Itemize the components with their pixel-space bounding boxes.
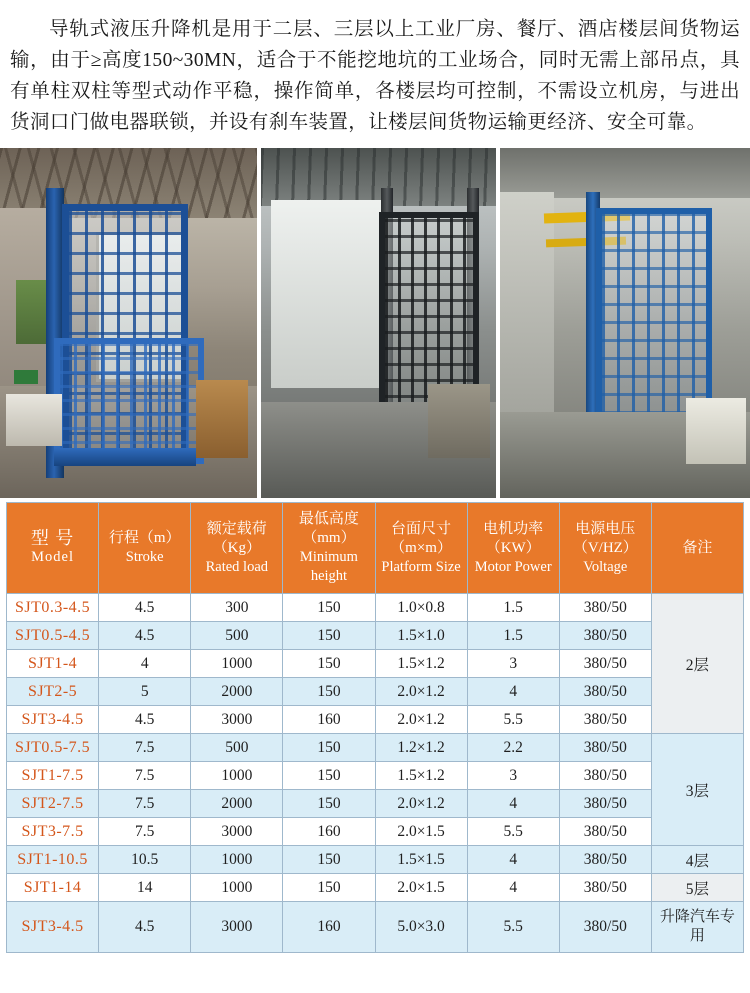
cell-min-height: 160 (283, 902, 375, 953)
col-header-voltage-en: Voltage (583, 558, 628, 575)
table-row (7, 622, 744, 650)
cargo-boxes (196, 380, 248, 458)
col-header-model-en: Model (31, 549, 74, 565)
cell-min-height: 150 (283, 762, 375, 790)
product-photo-2 (261, 148, 496, 498)
cell-model: SJT3-7.5 (7, 818, 99, 846)
cell-min-height: 150 (283, 874, 375, 902)
cell-min-height: 150 (283, 846, 375, 874)
table-row (7, 846, 744, 874)
col-header-min-height (283, 503, 375, 594)
cell-size: 1.5×1.2 (375, 650, 467, 678)
cell-model: SJT3-4.5 (7, 706, 99, 734)
col-header-stroke-en: Stroke (125, 549, 164, 565)
spec-table-body (7, 594, 744, 953)
cell-remark: 2层 (651, 594, 743, 734)
cell-load: 1000 (191, 874, 283, 902)
cell-model: SJT0.3-4.5 (7, 594, 99, 622)
cell-size: 5.0×3.0 (375, 902, 467, 953)
table-row (7, 594, 744, 622)
cell-voltage: 380/50 (559, 594, 651, 622)
cell-model: SJT1-10.5 (7, 846, 99, 874)
cell-load: 2000 (191, 790, 283, 818)
cell-stroke: 7.5 (99, 790, 191, 818)
cell-model: SJT2-7.5 (7, 790, 99, 818)
cell-load: 500 (191, 734, 283, 762)
cell-size: 2.0×1.2 (375, 706, 467, 734)
spec-table (6, 502, 744, 953)
col-header-rated-load-en: Rated load (205, 558, 269, 575)
col-header-motor-power-en: Motor Power (474, 558, 552, 575)
cell-model: SJT0.5-7.5 (7, 734, 99, 762)
cell-stroke: 4.5 (99, 622, 191, 650)
cell-power: 4 (467, 846, 559, 874)
shed-opening (271, 200, 391, 388)
cell-size: 1.5×1.5 (375, 846, 467, 874)
cargo-bag (686, 398, 746, 464)
cell-min-height: 150 (283, 678, 375, 706)
cell-power: 1.5 (467, 594, 559, 622)
cell-voltage: 380/50 (559, 790, 651, 818)
lift-platform (54, 448, 196, 466)
table-row (7, 902, 744, 953)
cargo-pallet (428, 384, 490, 458)
cell-load: 300 (191, 594, 283, 622)
control-panel (6, 394, 62, 446)
table-row (7, 706, 744, 734)
cell-load: 2000 (191, 678, 283, 706)
cell-power: 1.5 (467, 622, 559, 650)
cell-power: 5.5 (467, 818, 559, 846)
cell-model: SJT2-5 (7, 678, 99, 706)
col-header-min-height-en: Minimum height (299, 549, 358, 584)
cell-remark-text: 升降汽车专用 (659, 909, 735, 944)
cell-power: 4 (467, 874, 559, 902)
col-header-motor-power-cn: 电机功率（KW） (483, 520, 544, 556)
product-photo-3 (500, 148, 750, 498)
cell-power: 4 (467, 790, 559, 818)
cell-size: 1.5×1.0 (375, 622, 467, 650)
table-row (7, 790, 744, 818)
cell-stroke: 7.5 (99, 818, 191, 846)
cell-min-height: 150 (283, 622, 375, 650)
cell-power: 4 (467, 678, 559, 706)
intro-paragraph: 导轨式液压升降机是用于二层、三层以上工业厂房、餐厅、酒店楼层间货物运输，由于≥高度150~30MN，适合于不能挖地坑的工业场合，同时无需上部吊点，具有单柱双柱等型式动作平稳，操作简单，各楼层均可控制，不需设立机房，与进出货洞口门做电器联锁，并设有刹车装置，让楼层间货物运输更经济、安全可靠。 (10, 19, 740, 133)
cell-model: SJT1-14 (7, 874, 99, 902)
cell-stroke: 4.5 (99, 706, 191, 734)
col-header-motor-power (467, 503, 559, 594)
col-header-stroke-cn: 行程（m） (108, 530, 181, 546)
col-header-remark-cn: 备注 (682, 539, 713, 556)
cell-min-height: 150 (283, 734, 375, 762)
cell-size: 2.0×1.5 (375, 874, 467, 902)
cell-stroke: 4.5 (99, 902, 191, 953)
cell-min-height: 160 (283, 706, 375, 734)
col-header-min-height-cn: 最低高度（mm） (298, 511, 359, 546)
cell-stroke: 14 (99, 874, 191, 902)
cell-load: 3000 (191, 818, 283, 846)
cell-remark: 4层 (651, 846, 743, 874)
cell-load: 500 (191, 622, 283, 650)
cell-stroke: 7.5 (99, 762, 191, 790)
col-header-voltage-cn: 电源电压（V/HZ） (572, 520, 638, 556)
product-photo-1 (0, 148, 257, 498)
cell-model: SJT1-7.5 (7, 762, 99, 790)
cell-min-height: 160 (283, 818, 375, 846)
col-header-platform-size-cn: 台面尺寸（m×m） (390, 520, 452, 556)
table-row (7, 678, 744, 706)
shed-roof (261, 148, 496, 206)
cell-power: 3 (467, 762, 559, 790)
spec-table-head (7, 503, 744, 594)
cell-min-height: 150 (283, 650, 375, 678)
col-header-model-cn: 型 号 (30, 528, 75, 548)
cell-power: 5.5 (467, 706, 559, 734)
cell-load: 1000 (191, 846, 283, 874)
cell-size: 2.0×1.2 (375, 678, 467, 706)
cell-voltage: 380/50 (559, 706, 651, 734)
cell-power: 2.2 (467, 734, 559, 762)
cell-stroke: 10.5 (99, 846, 191, 874)
cell-size: 1.0×0.8 (375, 594, 467, 622)
cell-stroke: 5 (99, 678, 191, 706)
cell-model: SJT3-4.5 (7, 902, 99, 953)
cell-voltage: 380/50 (559, 734, 651, 762)
col-header-platform-size-en: Platform Size (381, 558, 461, 575)
cell-remark (651, 902, 743, 953)
cell-remark: 3层 (651, 734, 743, 846)
cell-size: 2.0×1.5 (375, 818, 467, 846)
cell-voltage: 380/50 (559, 650, 651, 678)
col-header-model (7, 503, 99, 594)
col-header-rated-load (191, 503, 283, 594)
cell-voltage: 380/50 (559, 622, 651, 650)
cell-load: 1000 (191, 650, 283, 678)
cell-power: 3 (467, 650, 559, 678)
cell-power: 5.5 (467, 902, 559, 953)
table-row (7, 734, 744, 762)
cell-voltage: 380/50 (559, 762, 651, 790)
cell-voltage: 380/50 (559, 678, 651, 706)
cell-remark: 5层 (651, 874, 743, 902)
table-row (7, 650, 744, 678)
cell-size: 2.0×1.2 (375, 790, 467, 818)
cell-load: 3000 (191, 706, 283, 734)
col-header-rated-load-cn: 额定载荷（Kg） (206, 520, 267, 556)
cell-stroke: 7.5 (99, 734, 191, 762)
cell-size: 1.2×1.2 (375, 734, 467, 762)
cell-voltage: 380/50 (559, 846, 651, 874)
col-header-platform-size (375, 503, 467, 594)
cell-load: 3000 (191, 902, 283, 953)
table-row (7, 762, 744, 790)
cell-model: SJT0.5-4.5 (7, 622, 99, 650)
photo-strip (0, 148, 750, 498)
cell-size: 1.5×1.2 (375, 762, 467, 790)
concrete-beam (500, 148, 750, 198)
table-row (7, 818, 744, 846)
lift-cage-lower (54, 338, 204, 464)
cell-voltage: 380/50 (559, 818, 651, 846)
exit-sign (14, 370, 38, 384)
cell-model: SJT1-4 (7, 650, 99, 678)
col-header-stroke (99, 503, 191, 594)
cell-voltage: 380/50 (559, 874, 651, 902)
table-row (7, 874, 744, 902)
header-row (7, 503, 744, 594)
cell-load: 1000 (191, 762, 283, 790)
col-header-voltage (559, 503, 651, 594)
cell-stroke: 4.5 (99, 594, 191, 622)
cell-min-height: 150 (283, 594, 375, 622)
cell-voltage: 380/50 (559, 902, 651, 953)
col-header-remark (651, 503, 743, 594)
cell-min-height: 150 (283, 790, 375, 818)
spec-table-wrap (0, 498, 750, 959)
cell-stroke: 4 (99, 650, 191, 678)
